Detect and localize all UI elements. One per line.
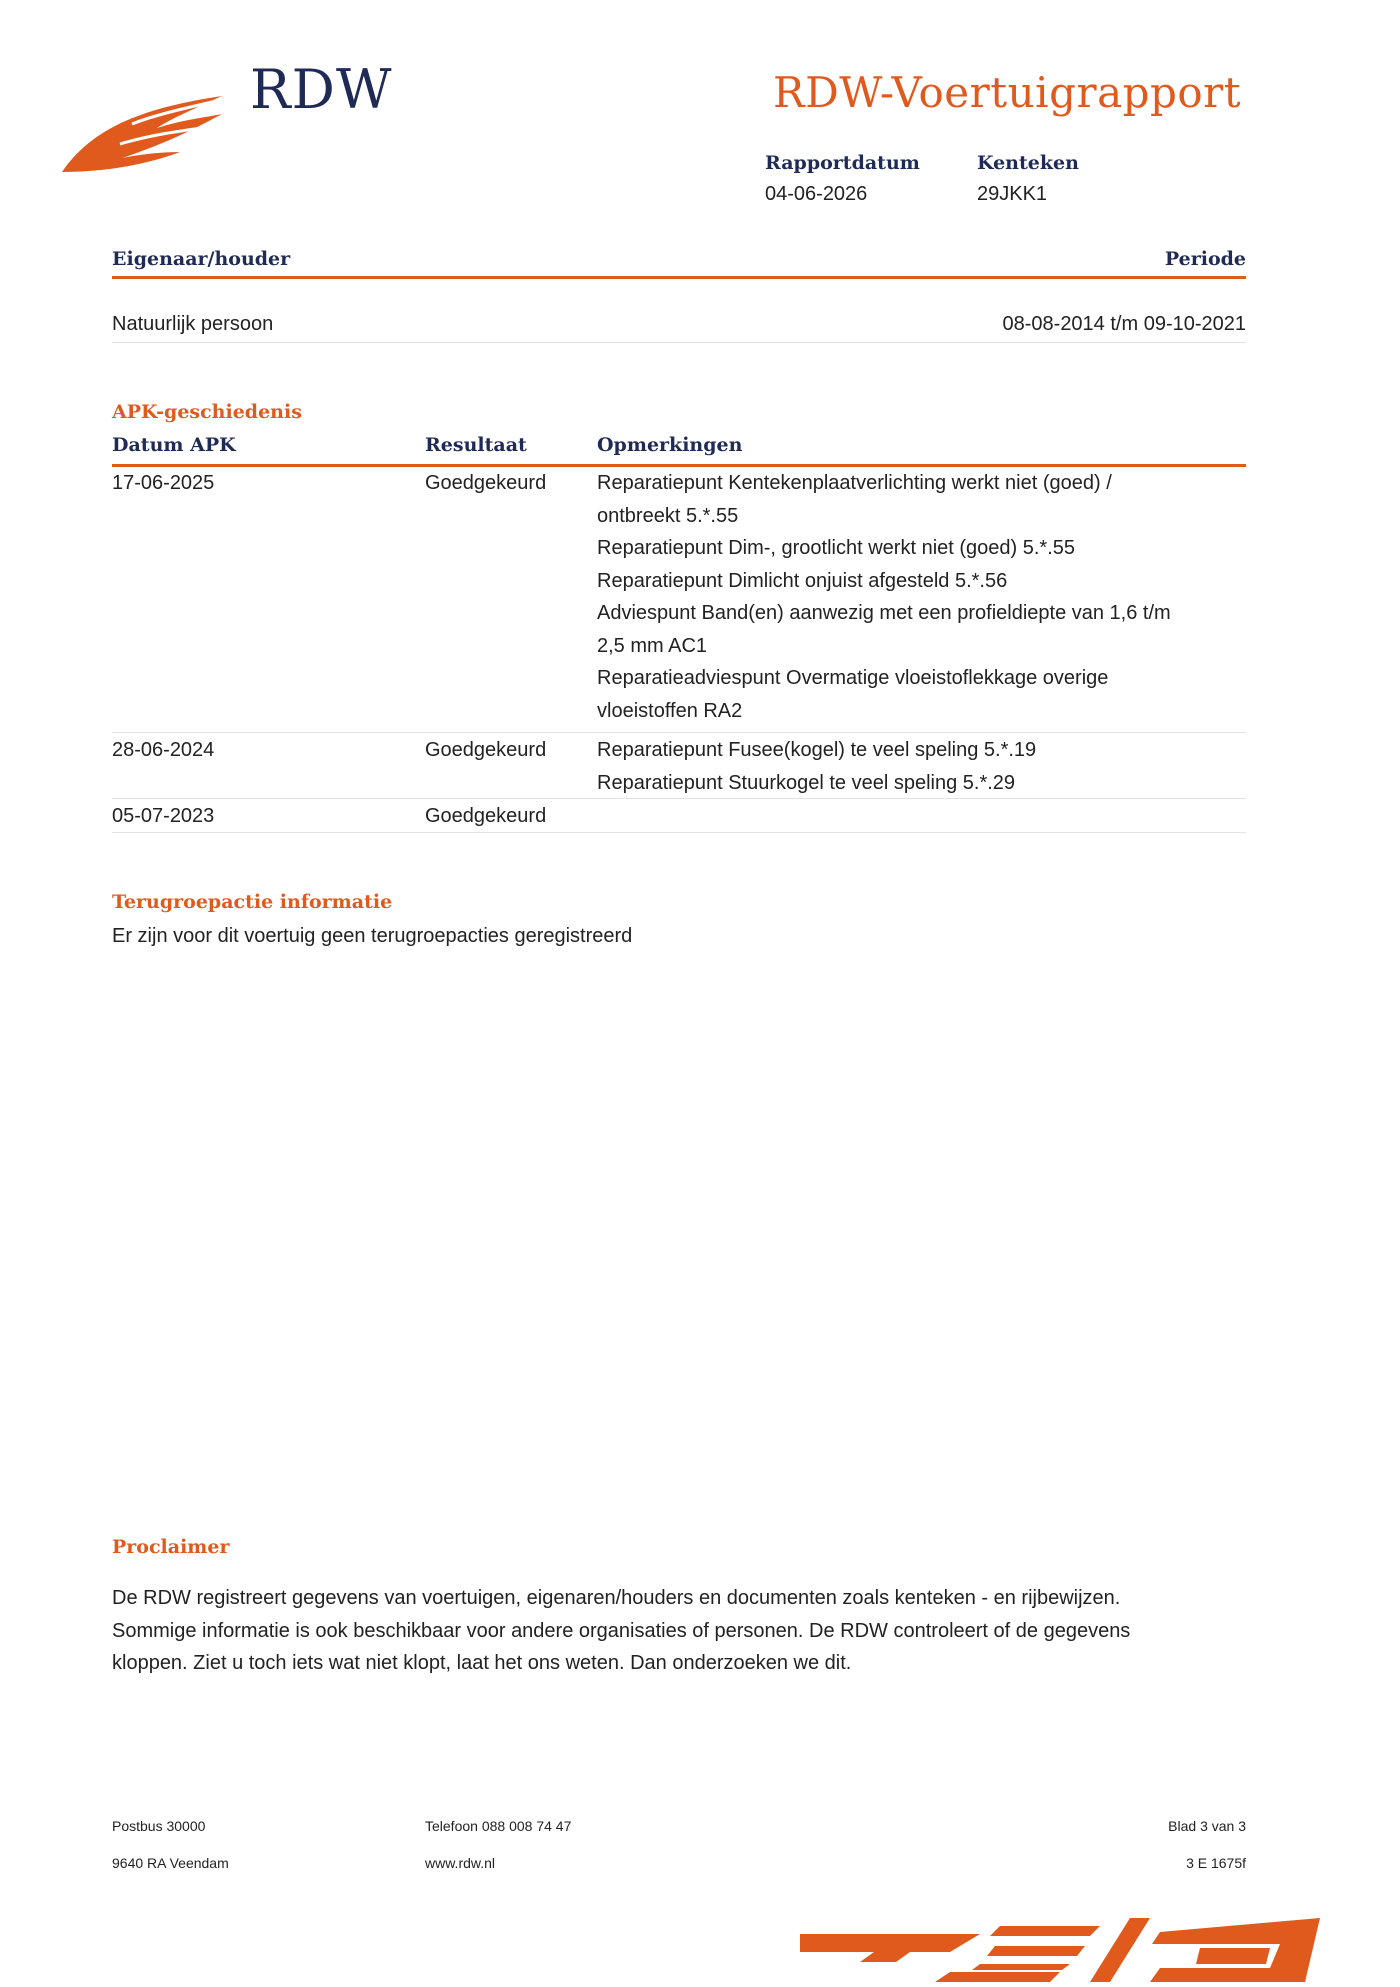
plate-label: Kenteken bbox=[977, 152, 1079, 174]
apk-result: Goedgekeurd bbox=[425, 739, 547, 761]
apk-remark: ontbreekt 5.*.55 bbox=[597, 504, 739, 527]
recall-section-title: Terugroepactie informatie bbox=[112, 891, 393, 913]
apk-remark: Reparatiepunt Dim-, grootlicht werkt niet (goed) 5.*.55 bbox=[597, 537, 1076, 559]
footer-code: 3 E 1675f bbox=[1186, 1855, 1246, 1871]
period-column-header: Periode bbox=[1164, 248, 1246, 270]
disclaimer-line: De RDW registreert gegevens van voertuigen, eigenaren/houders en documenten zoals kenteken - en rijbewijzen. bbox=[112, 1587, 1121, 1609]
apk-row-rule bbox=[112, 732, 1246, 733]
disclaimer-text bbox=[112, 1582, 1272, 1680]
apk-remark: vloeistoffen RA2 bbox=[597, 699, 743, 722]
plate-number: 29JKK1 bbox=[977, 183, 1048, 205]
rdw-stripes-decoration-icon bbox=[800, 1918, 1400, 1987]
report-date: 04-06-2026 bbox=[765, 183, 868, 205]
footer-page-number: Blad 3 van 3 bbox=[1168, 1818, 1246, 1834]
report-title: RDW-Voertuigrapport bbox=[773, 68, 1242, 117]
rdw-flame-logo-icon bbox=[62, 88, 232, 183]
apk-date: 28-06-2024 bbox=[112, 739, 215, 761]
apk-row bbox=[112, 800, 1246, 832]
disclaimer-line: Sommige informatie is ook beschikbaar voor andere organisaties of personen. De RDW controleert of de gegevens bbox=[112, 1619, 1131, 1642]
apk-col-remarks: Opmerkingen bbox=[597, 434, 743, 456]
apk-remark: Adviespunt Band(en) aanwezig met een profieldiepte van 1,6 t/m bbox=[597, 602, 1171, 624]
disclaimer-title: Proclaimer bbox=[112, 1536, 230, 1558]
apk-col-date: Datum APK bbox=[112, 434, 236, 456]
owner-period: 08-08-2014 t/m 09-10-2021 bbox=[1002, 313, 1246, 335]
apk-remark: Reparatieadviespunt Overmatige vloeistoflekkage overige bbox=[597, 667, 1109, 689]
footer-phone: Telefoon 088 008 74 47 bbox=[425, 1818, 572, 1834]
apk-date: 05-07-2023 bbox=[112, 805, 215, 827]
apk-remark: Reparatiepunt Stuurkogel te veel speling 5.*.29 bbox=[597, 771, 1016, 794]
apk-remarks bbox=[597, 467, 1171, 727]
brand-name: RDW bbox=[250, 58, 393, 121]
footer-po-box: Postbus 30000 bbox=[112, 1818, 206, 1834]
apk-remarks bbox=[597, 734, 1036, 799]
apk-row-rule bbox=[112, 832, 1246, 833]
owner-column-header: Eigenaar/houder bbox=[112, 248, 291, 270]
owner-row-rule bbox=[112, 342, 1246, 343]
apk-col-result: Resultaat bbox=[425, 434, 527, 456]
apk-row-rule bbox=[112, 798, 1246, 799]
apk-row bbox=[112, 467, 1246, 730]
apk-remark: 2,5 mm AC1 bbox=[597, 634, 708, 657]
footer-postal: 9640 RA Veendam bbox=[112, 1855, 229, 1871]
recall-text: Er zijn voor dit voertuig geen terugroepacties geregistreerd bbox=[112, 925, 633, 947]
owner-header-rule bbox=[112, 276, 1246, 279]
report-date-label: Rapportdatum bbox=[765, 152, 920, 174]
apk-date: 17-06-2025 bbox=[112, 472, 215, 494]
apk-result: Goedgekeurd bbox=[425, 472, 547, 494]
apk-result: Goedgekeurd bbox=[425, 805, 547, 827]
apk-remark: Reparatiepunt Kentekenplaatverlichting werkt niet (goed) / bbox=[597, 472, 1112, 494]
apk-remark: Reparatiepunt Dimlicht onjuist afgesteld 5.*.56 bbox=[597, 569, 1008, 592]
disclaimer-line: kloppen. Ziet u toch iets wat niet klopt, laat het ons weten. Dan onderzoeken we dit. bbox=[112, 1652, 852, 1674]
footer-web: www.rdw.nl bbox=[425, 1855, 496, 1871]
apk-remark: Reparatiepunt Fusee(kogel) te veel speling 5.*.19 bbox=[597, 739, 1037, 761]
owner-type: Natuurlijk persoon bbox=[112, 313, 274, 335]
apk-row bbox=[112, 734, 1246, 798]
apk-section-title: APK-geschiedenis bbox=[112, 401, 302, 423]
